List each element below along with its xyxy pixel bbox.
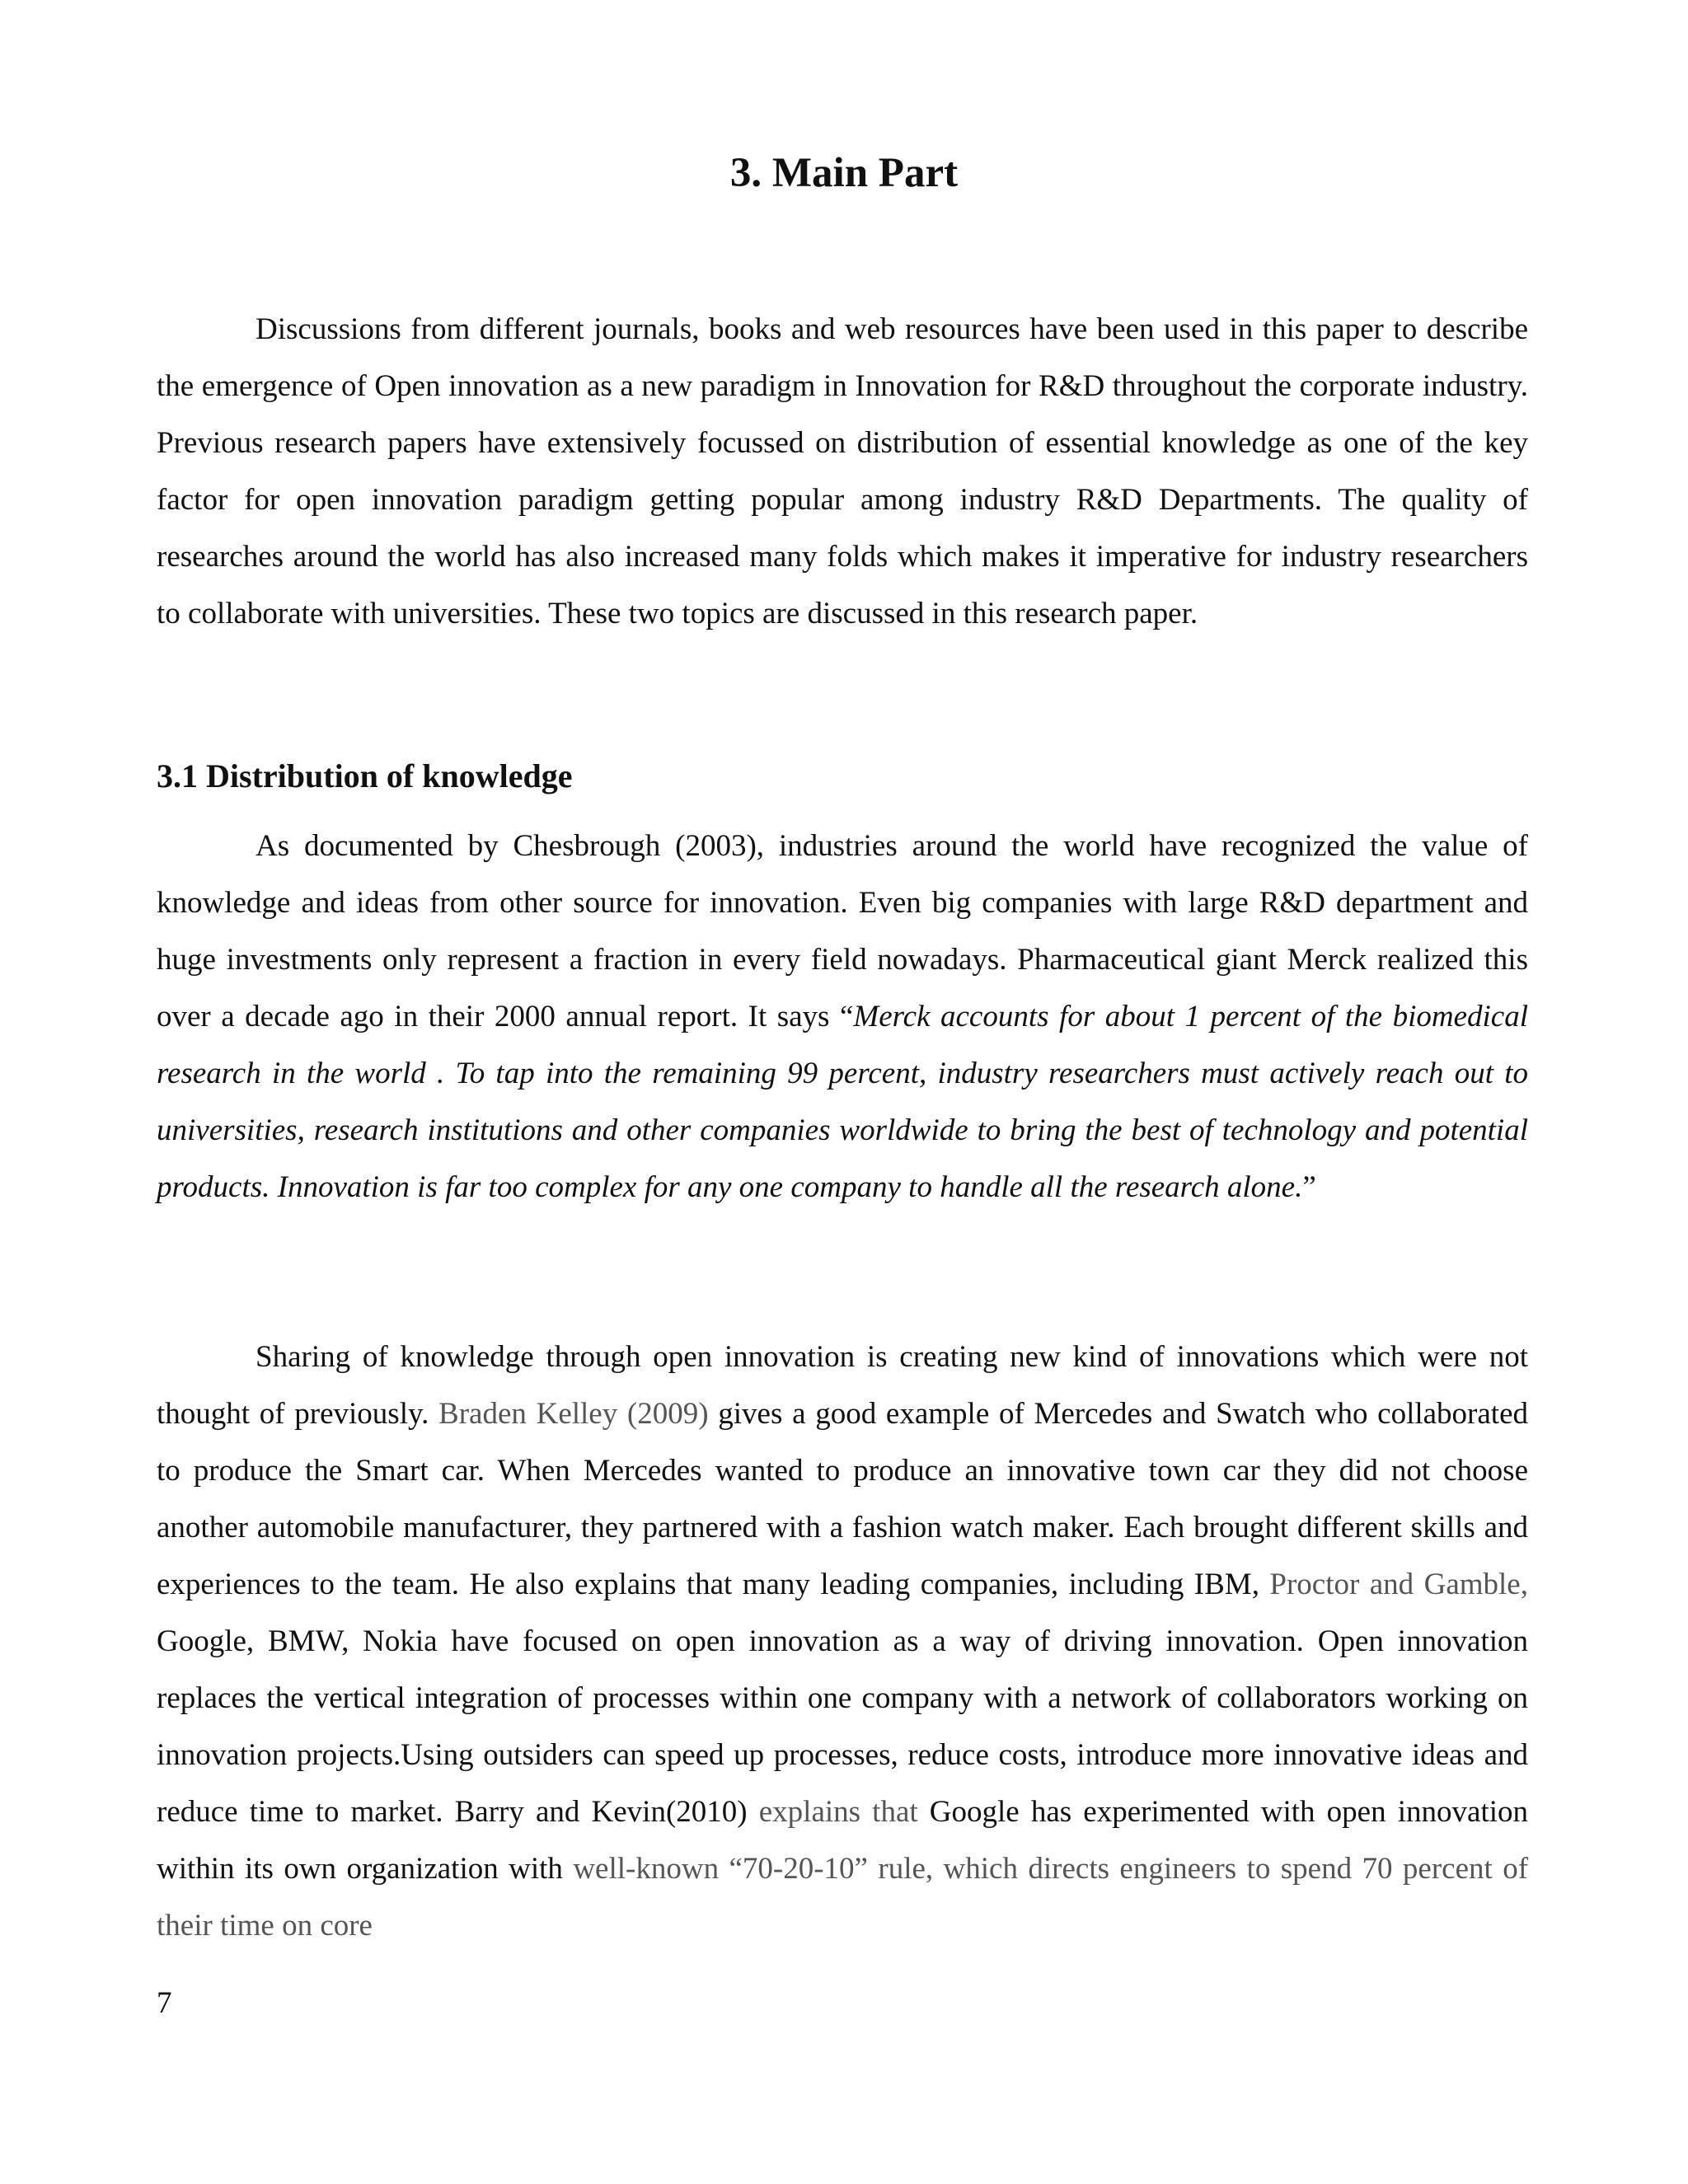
paragraph-text: Sharing of knowledge through open innovation is creating new kind of innovations which were not thought of previously. [157, 1340, 1528, 1431]
reference-braden-kelley: Braden Kelley (2009) [438, 1397, 709, 1431]
intro-paragraph: Discussions from different journals, books and web resources have been used in this paper to describe the emergence of Open innovation as a new paradigm in Innovation for R&D throughout the corporate industry. Previous research papers have extensively focussed on distribution of essential knowledge as one of the key factor for open innovation paradigm getting popular among industry R&D Departments. The quality of researches around the world has also increased many folds which makes it imperative for industry researchers to collaborate with universities. These two topics are discussed in this research paper. [157, 312, 1528, 630]
paragraph-text: Google has experimented with open innovation within its own organization with [157, 1795, 1528, 1886]
paragraph-text: Google, BMW, Nokia have focused on open innovation as a way of driving innovation. Open innovation replaces the vertical integration of processes within one company with a network of collaborators working on innovation projects.Using outsiders can speed up processes, reduce costs, introduce more innovative ideas and reduce time to market. Barry and Kevin(2010) [157, 1624, 1528, 1829]
paragraph-text: gives a good example of Mercedes and Swatch who collaborated to produce the Smart car. When Mercedes wanted to produce an innovative town car they did not choose another automobile manufacturer, they partnered with a fashion watch maker. Each brought different skills and experiences to the team. He also explains that many leading companies, including IBM, [157, 1397, 1528, 1601]
section-heading: 3.1 Distribution of knowledge [157, 757, 573, 794]
page-number: 7 [157, 1986, 172, 2020]
sharing-paragraph [157, 1329, 1528, 1954]
quote-close: ” [1302, 1170, 1316, 1204]
reference-explains: explains that [758, 1795, 918, 1829]
merck-quote: Merck accounts for about 1 percent of the biomedical research in the world . To tap into the remaining 99 percent, industry researchers must actively reach out to universities, research institutions and other companies worldwide to bring the best of technology and potential products. Innovation is far too complex for any one company to handle all the research alone. [157, 1000, 1528, 1204]
reference-70-20-10-rule: well-known “70-20-10” rule, which directs engineers to spend 70 percent of their time on core [157, 1852, 1529, 1943]
knowledge-paragraph [157, 818, 1528, 1216]
reference-proctor-gamble: Proctor and Gamble, [1269, 1568, 1528, 1601]
paragraph-text: As documented by Chesbrough (2003), industries around the world have recognized the value of knowledge and ideas from other source for innovation. Even big companies with large R&D department and huge investments only represent a fraction in every field nowadays. Pharmaceutical giant Merck realized this over a decade ago in their 2000 annual report. It says “ [157, 829, 1528, 1033]
page-title: 3. Main Part [729, 150, 959, 196]
